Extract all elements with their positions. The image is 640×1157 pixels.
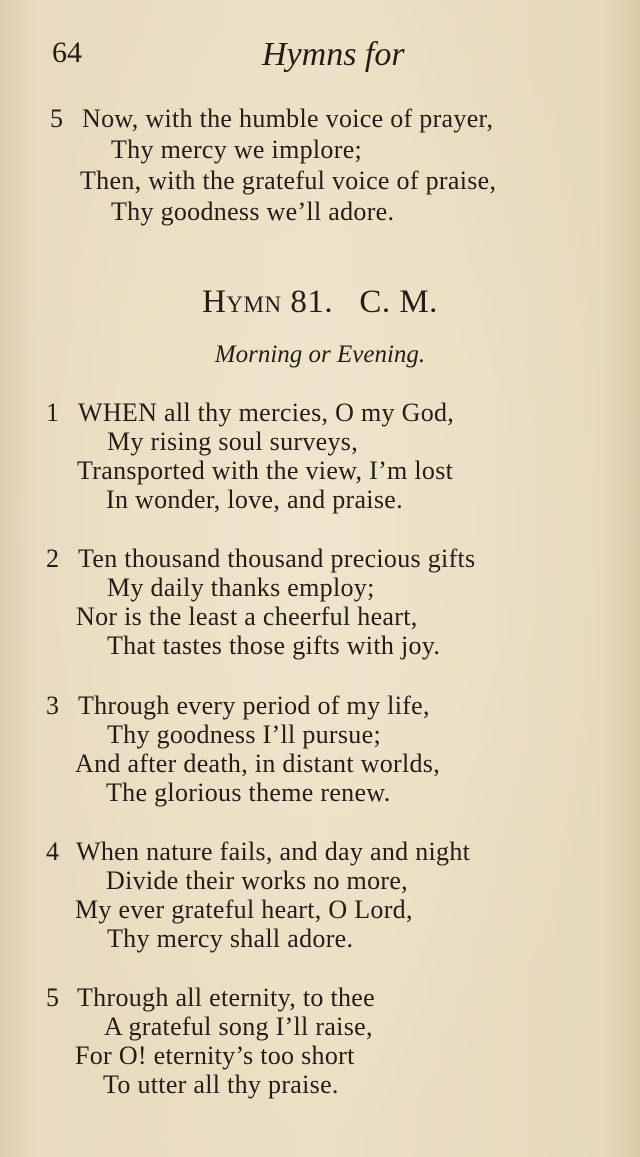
hymn-label: Hymn [202, 284, 282, 320]
verse-line: WHEN all thy mercies, O my God, [78, 398, 455, 427]
page-number: 64 [52, 36, 82, 69]
hymn-meter: C. M. [359, 284, 438, 320]
hymn-subtitle: Morning or Evening. [214, 341, 426, 368]
verse-line: When nature fails, and day and night [76, 837, 471, 866]
verse-line: My rising soul surveys, [107, 427, 359, 456]
stanza-number: 2 [46, 544, 59, 573]
verse-line: Through every period of my life, [78, 691, 430, 720]
verse-line: Divide their works no more, [106, 866, 408, 895]
stanza-number: 3 [46, 691, 59, 720]
verse-line: My ever grateful heart, O Lord, [75, 895, 413, 924]
running-title: Hymns for [262, 36, 405, 73]
stanza-number: 5 [46, 983, 59, 1012]
verse-line: Thy goodness we’ll adore. [111, 197, 395, 226]
verse-line: Nor is the least a cheerful heart, [76, 602, 418, 631]
running-head [52, 36, 434, 80]
stanza-number: 5 [50, 104, 63, 133]
verse-line: Thy mercy we implore; [111, 135, 363, 164]
verse-line: Thy goodness I’ll pursue; [107, 720, 381, 749]
verse-line: A grateful song I’ll raise, [104, 1012, 373, 1041]
hymn-number: 81. [290, 284, 334, 320]
verse-line: That tastes those gifts with joy. [107, 631, 441, 660]
verse-line: Then, with the grateful voice of praise, [80, 166, 497, 195]
verse-line: Through all eternity, to thee [77, 983, 375, 1012]
verse-line: Thy mercy shall adore. [107, 924, 354, 953]
verse-line: The glorious theme renew. [106, 778, 391, 807]
verse-line: To utter all thy praise. [103, 1070, 339, 1099]
stanza-number: 1 [46, 398, 59, 427]
verse-line: My daily thanks employ; [107, 573, 375, 602]
verse-line: In wonder, love, and praise. [106, 485, 403, 514]
verse-line: Ten thousand thousand precious gifts [78, 544, 476, 573]
hymn-heading [0, 284, 640, 321]
verse-line: Now, with the humble voice of prayer, [82, 104, 494, 133]
stanza-number: 4 [46, 837, 59, 866]
verse-line: Transported with the view, I’m lost [77, 456, 454, 485]
verse-line: And after death, in distant worlds, [75, 749, 441, 778]
verse-line: For O! eternity’s too short [75, 1041, 355, 1070]
